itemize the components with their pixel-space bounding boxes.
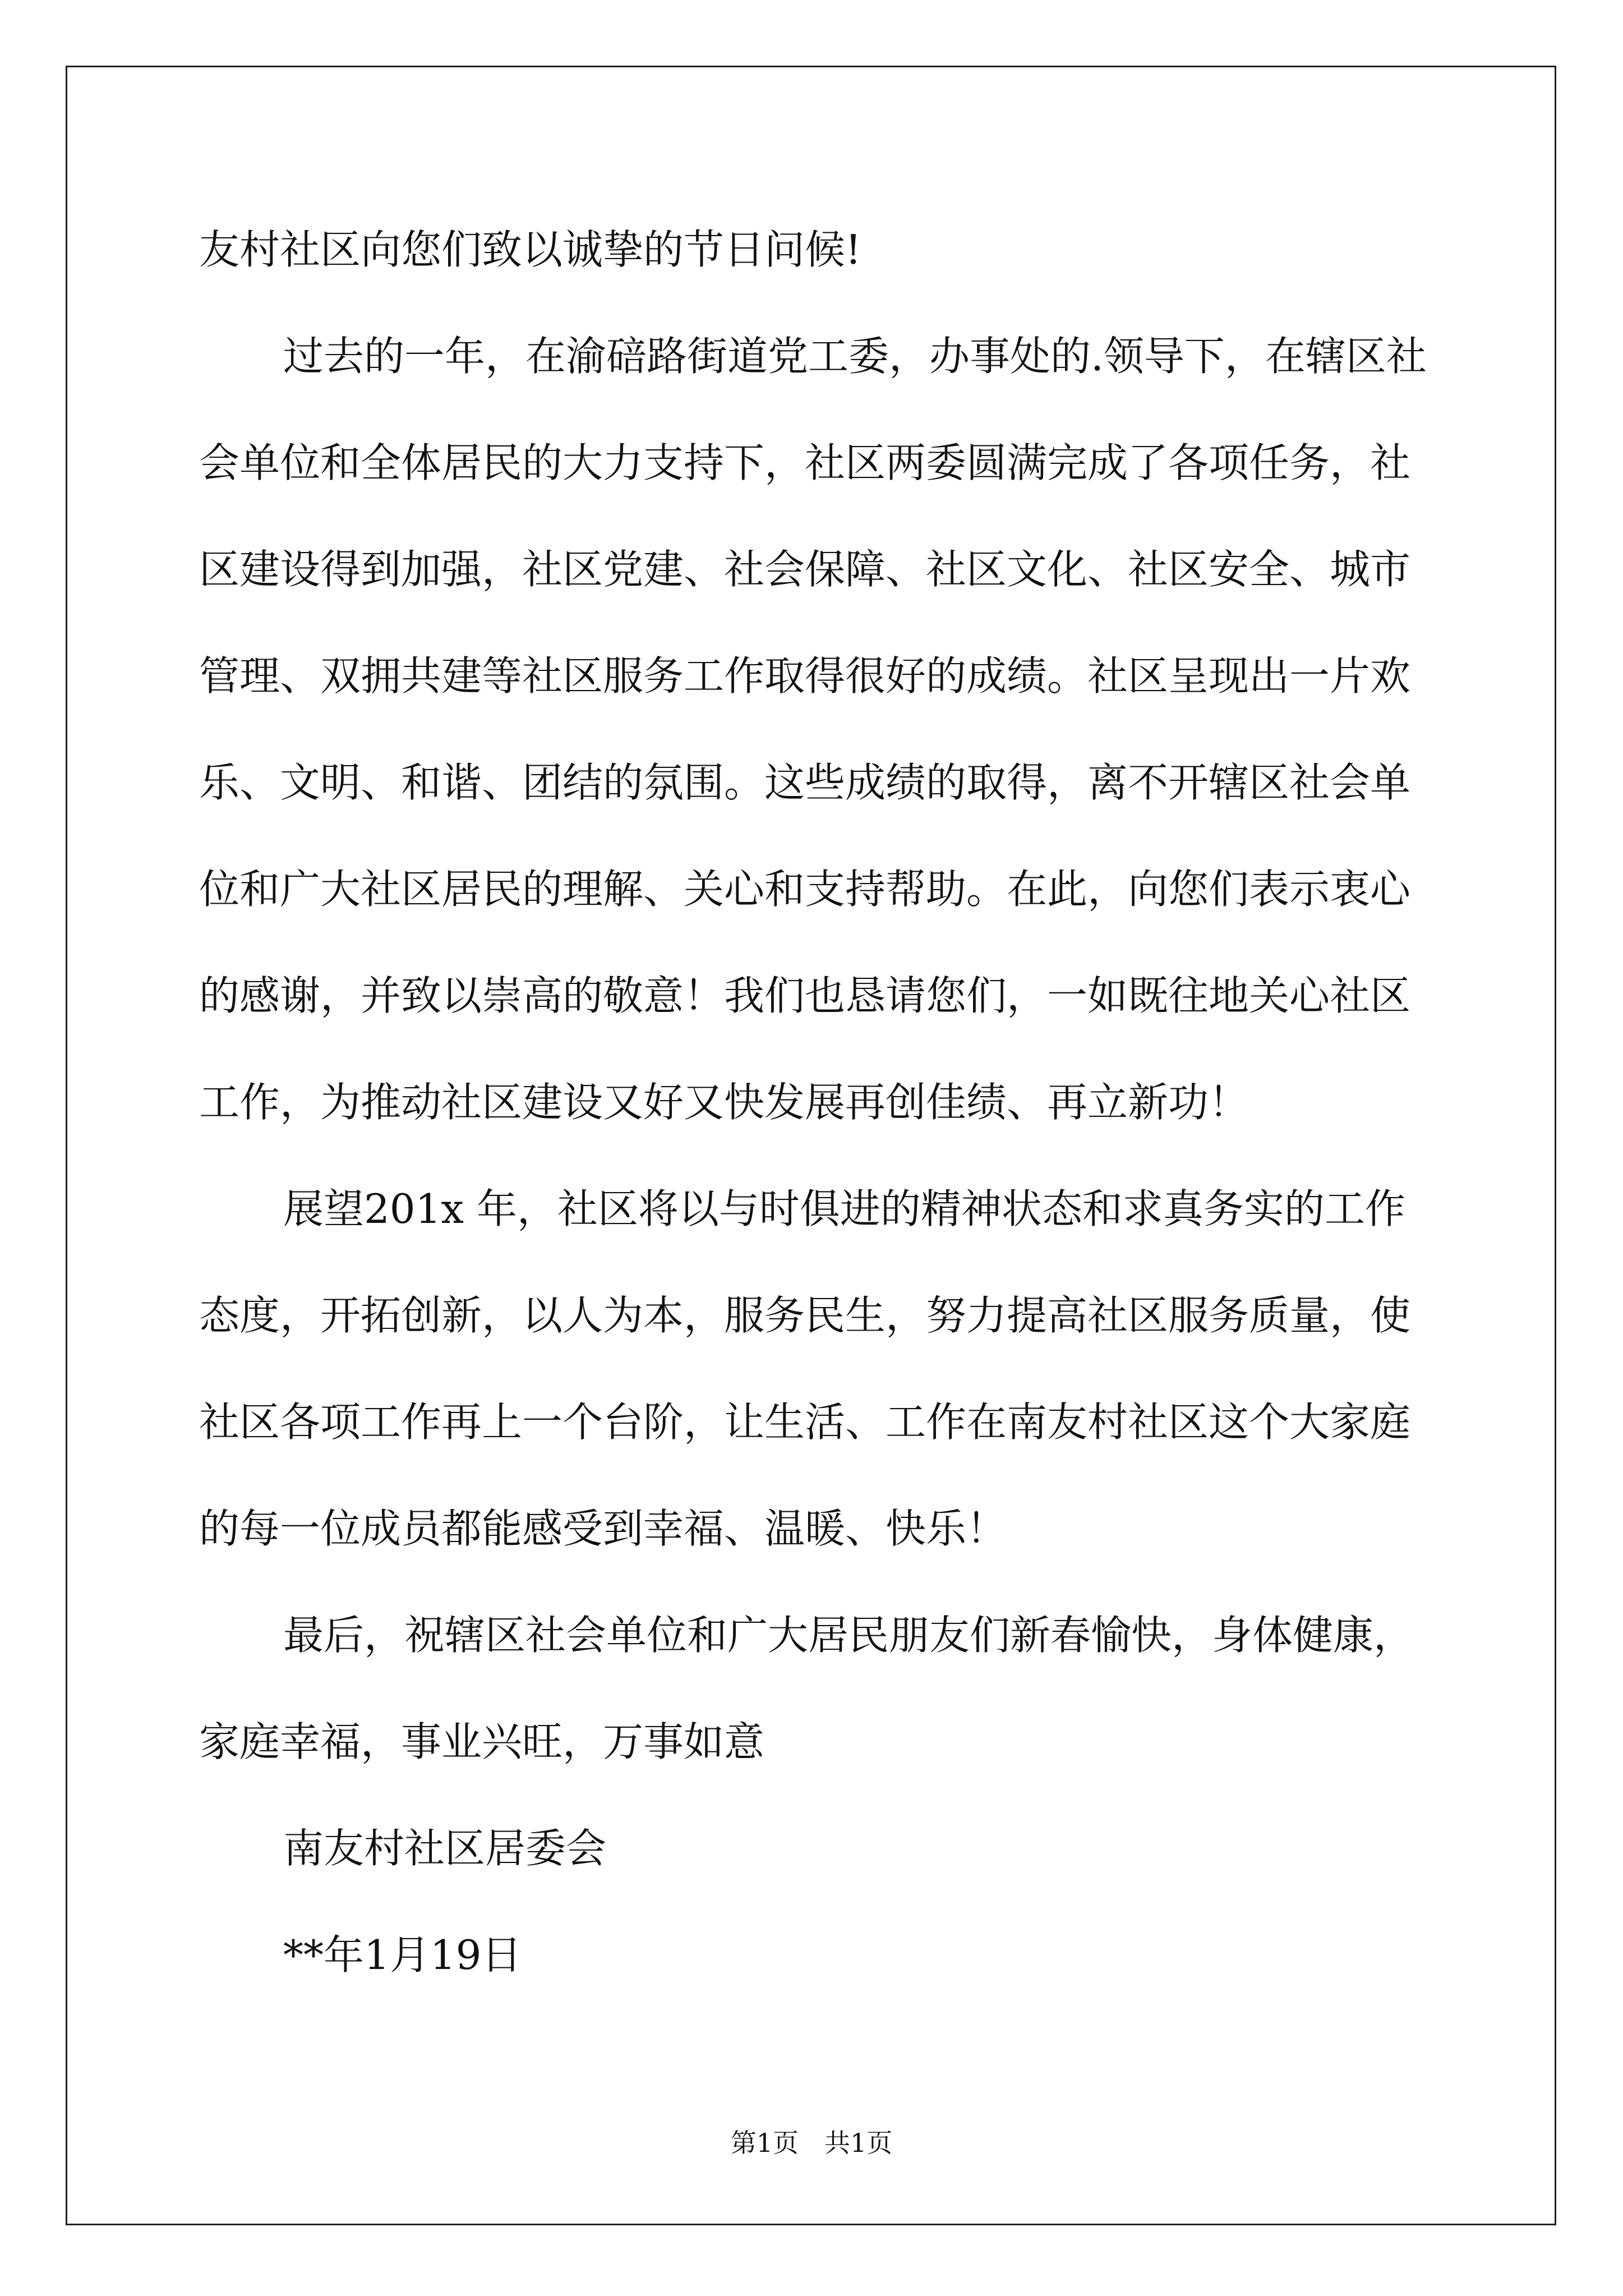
- signature-organization: 南友村社区居委会: [283, 1825, 607, 1872]
- text-line: 会单位和全体居民的大力支持下，社区两委圆满完成了各项任务，社: [199, 439, 1411, 486]
- signature-date: **年1月19日: [283, 1931, 522, 1978]
- text-line: 最后，祝辖区社会单位和广大居民朋友们新春愉快，身体健康，: [283, 1612, 1414, 1659]
- text-line: 社区各项工作再上一个台阶，让生活、工作在南友村社区这个大家庭: [199, 1398, 1411, 1446]
- text-line: 位和广大社区居民的理解、关心和支持帮助。在此，向您们表示衷心: [199, 866, 1411, 913]
- text-line: 区建设得到加强，社区党建、社会保障、社区文化、社区安全、城市: [199, 546, 1411, 593]
- text-line: 态度，开拓创新，以人为本，服务民生，努力提高社区服务质量，使: [199, 1292, 1411, 1339]
- text-line: 过去的一年，在渝碚路街道党工委，办事处的.领导下，在辖区社: [283, 333, 1427, 380]
- text-line: 展望201x 年，社区将以与时俱进的精神状态和求真务实的工作: [283, 1185, 1405, 1232]
- text-line: 乐、文明、和谐、团结的氛围。这些成绩的取得，离不开辖区社会单: [199, 759, 1411, 806]
- document-body: [199, 216, 1427, 2028]
- page-footer: 第1页 共1页: [730, 2128, 893, 2158]
- text-line: 友村社区向您们致以诚挚的节日问候!: [199, 226, 861, 273]
- text-line: 家庭幸福，事业兴旺，万事如意: [199, 1718, 765, 1765]
- text-line: 的每一位成员都能感受到幸福、温暖、快乐！: [199, 1505, 1007, 1552]
- text-line: 管理、双拥共建等社区服务工作取得很好的成绩。社区呈现出一片欢: [199, 652, 1411, 700]
- text-line: 工作，为推动社区建设又好又快发展再创佳绩、再立新功！: [199, 1079, 1249, 1126]
- text-line: 的感谢，并致以崇高的敬意！我们也恳请您们，一如既往地关心社区: [199, 972, 1411, 1019]
